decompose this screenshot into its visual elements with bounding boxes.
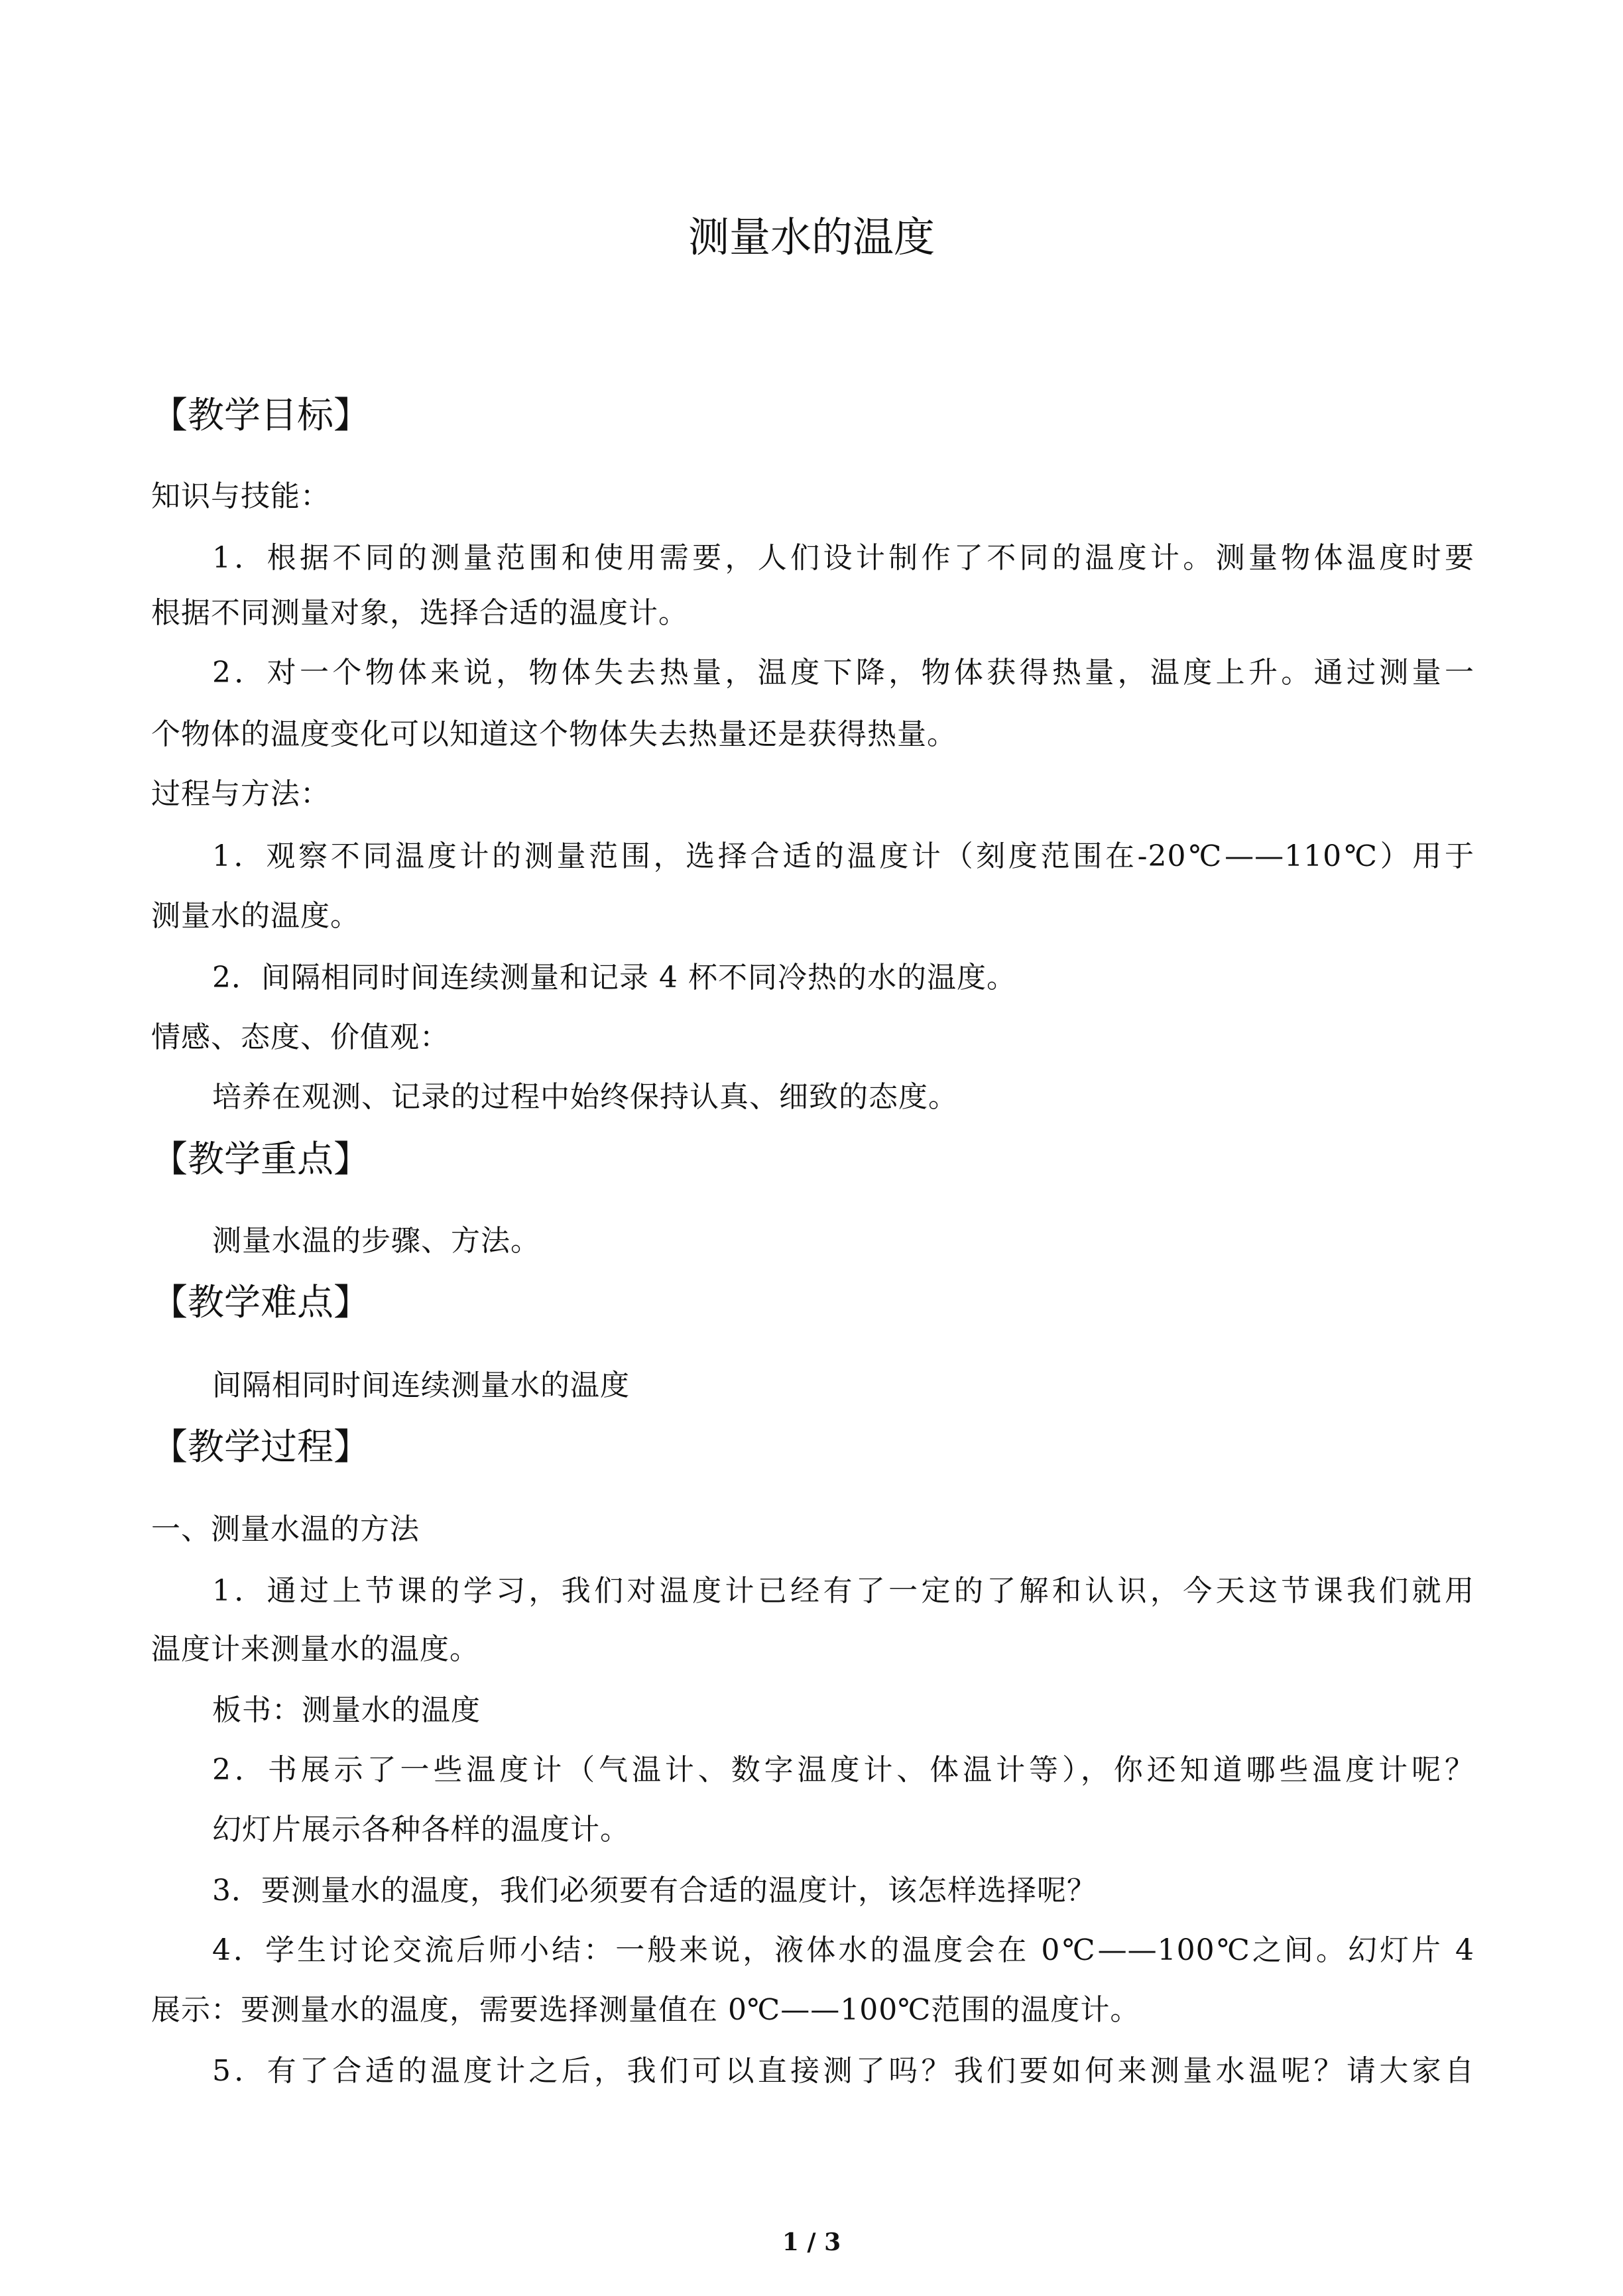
paragraph-line: 测量水温的步骤、方法。	[212, 1224, 540, 1258]
section-heading-difficulties: 【教学难点】	[151, 1281, 371, 1323]
paragraph-line: 间隔相同时间连续测量水的温度	[212, 1368, 630, 1402]
subheading-emotion: 情感、态度、价值观：	[151, 1020, 450, 1054]
paragraph-line: 3．要测量水的温度，我们必须要有合适的温度计，该怎样选择呢？	[212, 1874, 1097, 1907]
paragraph-line: 温度计来测量水的温度。	[151, 1632, 479, 1666]
paragraph-line: 2．间隔相同时间连续测量和记录 4 杯不同冷热的水的温度。	[212, 961, 1016, 995]
section-heading-process: 【教学过程】	[151, 1425, 371, 1468]
paragraph-line: 2．对一个物体来说，物体失去热量，温度下降，物体获得热量，温度上升。通过测量一	[212, 656, 1474, 690]
paragraph-line: 1．观察不同温度计的测量范围，选择合适的温度计（刻度范围在-20℃——110℃）用于	[212, 839, 1474, 873]
page-title: 测量水的温度	[688, 213, 935, 261]
section-heading-objectives: 【教学目标】	[151, 394, 371, 436]
paragraph-line: 2．书展示了一些温度计（气温计、数字温度计、体温计等），你还知道哪些温度计呢？	[212, 1753, 1474, 1787]
subheading-part1: 一、测量水温的方法	[151, 1512, 420, 1546]
paragraph-line: 展示：要测量水的温度，需要选择测量值在 0℃——100℃范围的温度计。	[151, 1993, 1140, 2027]
paragraph-line: 根据不同测量对象，选择合适的温度计。	[151, 596, 688, 630]
subheading-process: 过程与方法：	[151, 777, 330, 811]
paragraph-line: 个物体的温度变化可以知道这个物体失去热量还是获得热量。	[151, 717, 957, 751]
paragraph-line: 板书：测量水的温度	[212, 1693, 481, 1727]
paragraph-line: 5．有了合适的温度计之后，我们可以直接测了吗？我们要如何来测量水温呢？请大家自	[212, 2054, 1474, 2088]
page-number: 1 / 3	[782, 2228, 841, 2256]
paragraph-line: 4．学生讨论交流后师小结：一般来说，液体水的温度会在 0℃——100℃之间。幻灯片 4	[212, 1933, 1474, 1967]
paragraph-line: 培养在观测、记录的过程中始终保持认真、细致的态度。	[212, 1080, 958, 1114]
paragraph-line: 1．根据不同的测量范围和使用需要，人们设计制作了不同的温度计。测量物体温度时要	[212, 541, 1474, 575]
paragraph-line: 测量水的温度。	[151, 899, 360, 933]
paragraph-line: 幻灯片展示各种各样的温度计。	[212, 1813, 630, 1846]
section-heading-key-points: 【教学重点】	[151, 1138, 371, 1180]
paragraph-line: 1．通过上节课的学习，我们对温度计已经有了一定的了解和认识，今天这节课我们就用	[212, 1574, 1474, 1608]
subheading-knowledge: 知识与技能：	[151, 479, 330, 513]
